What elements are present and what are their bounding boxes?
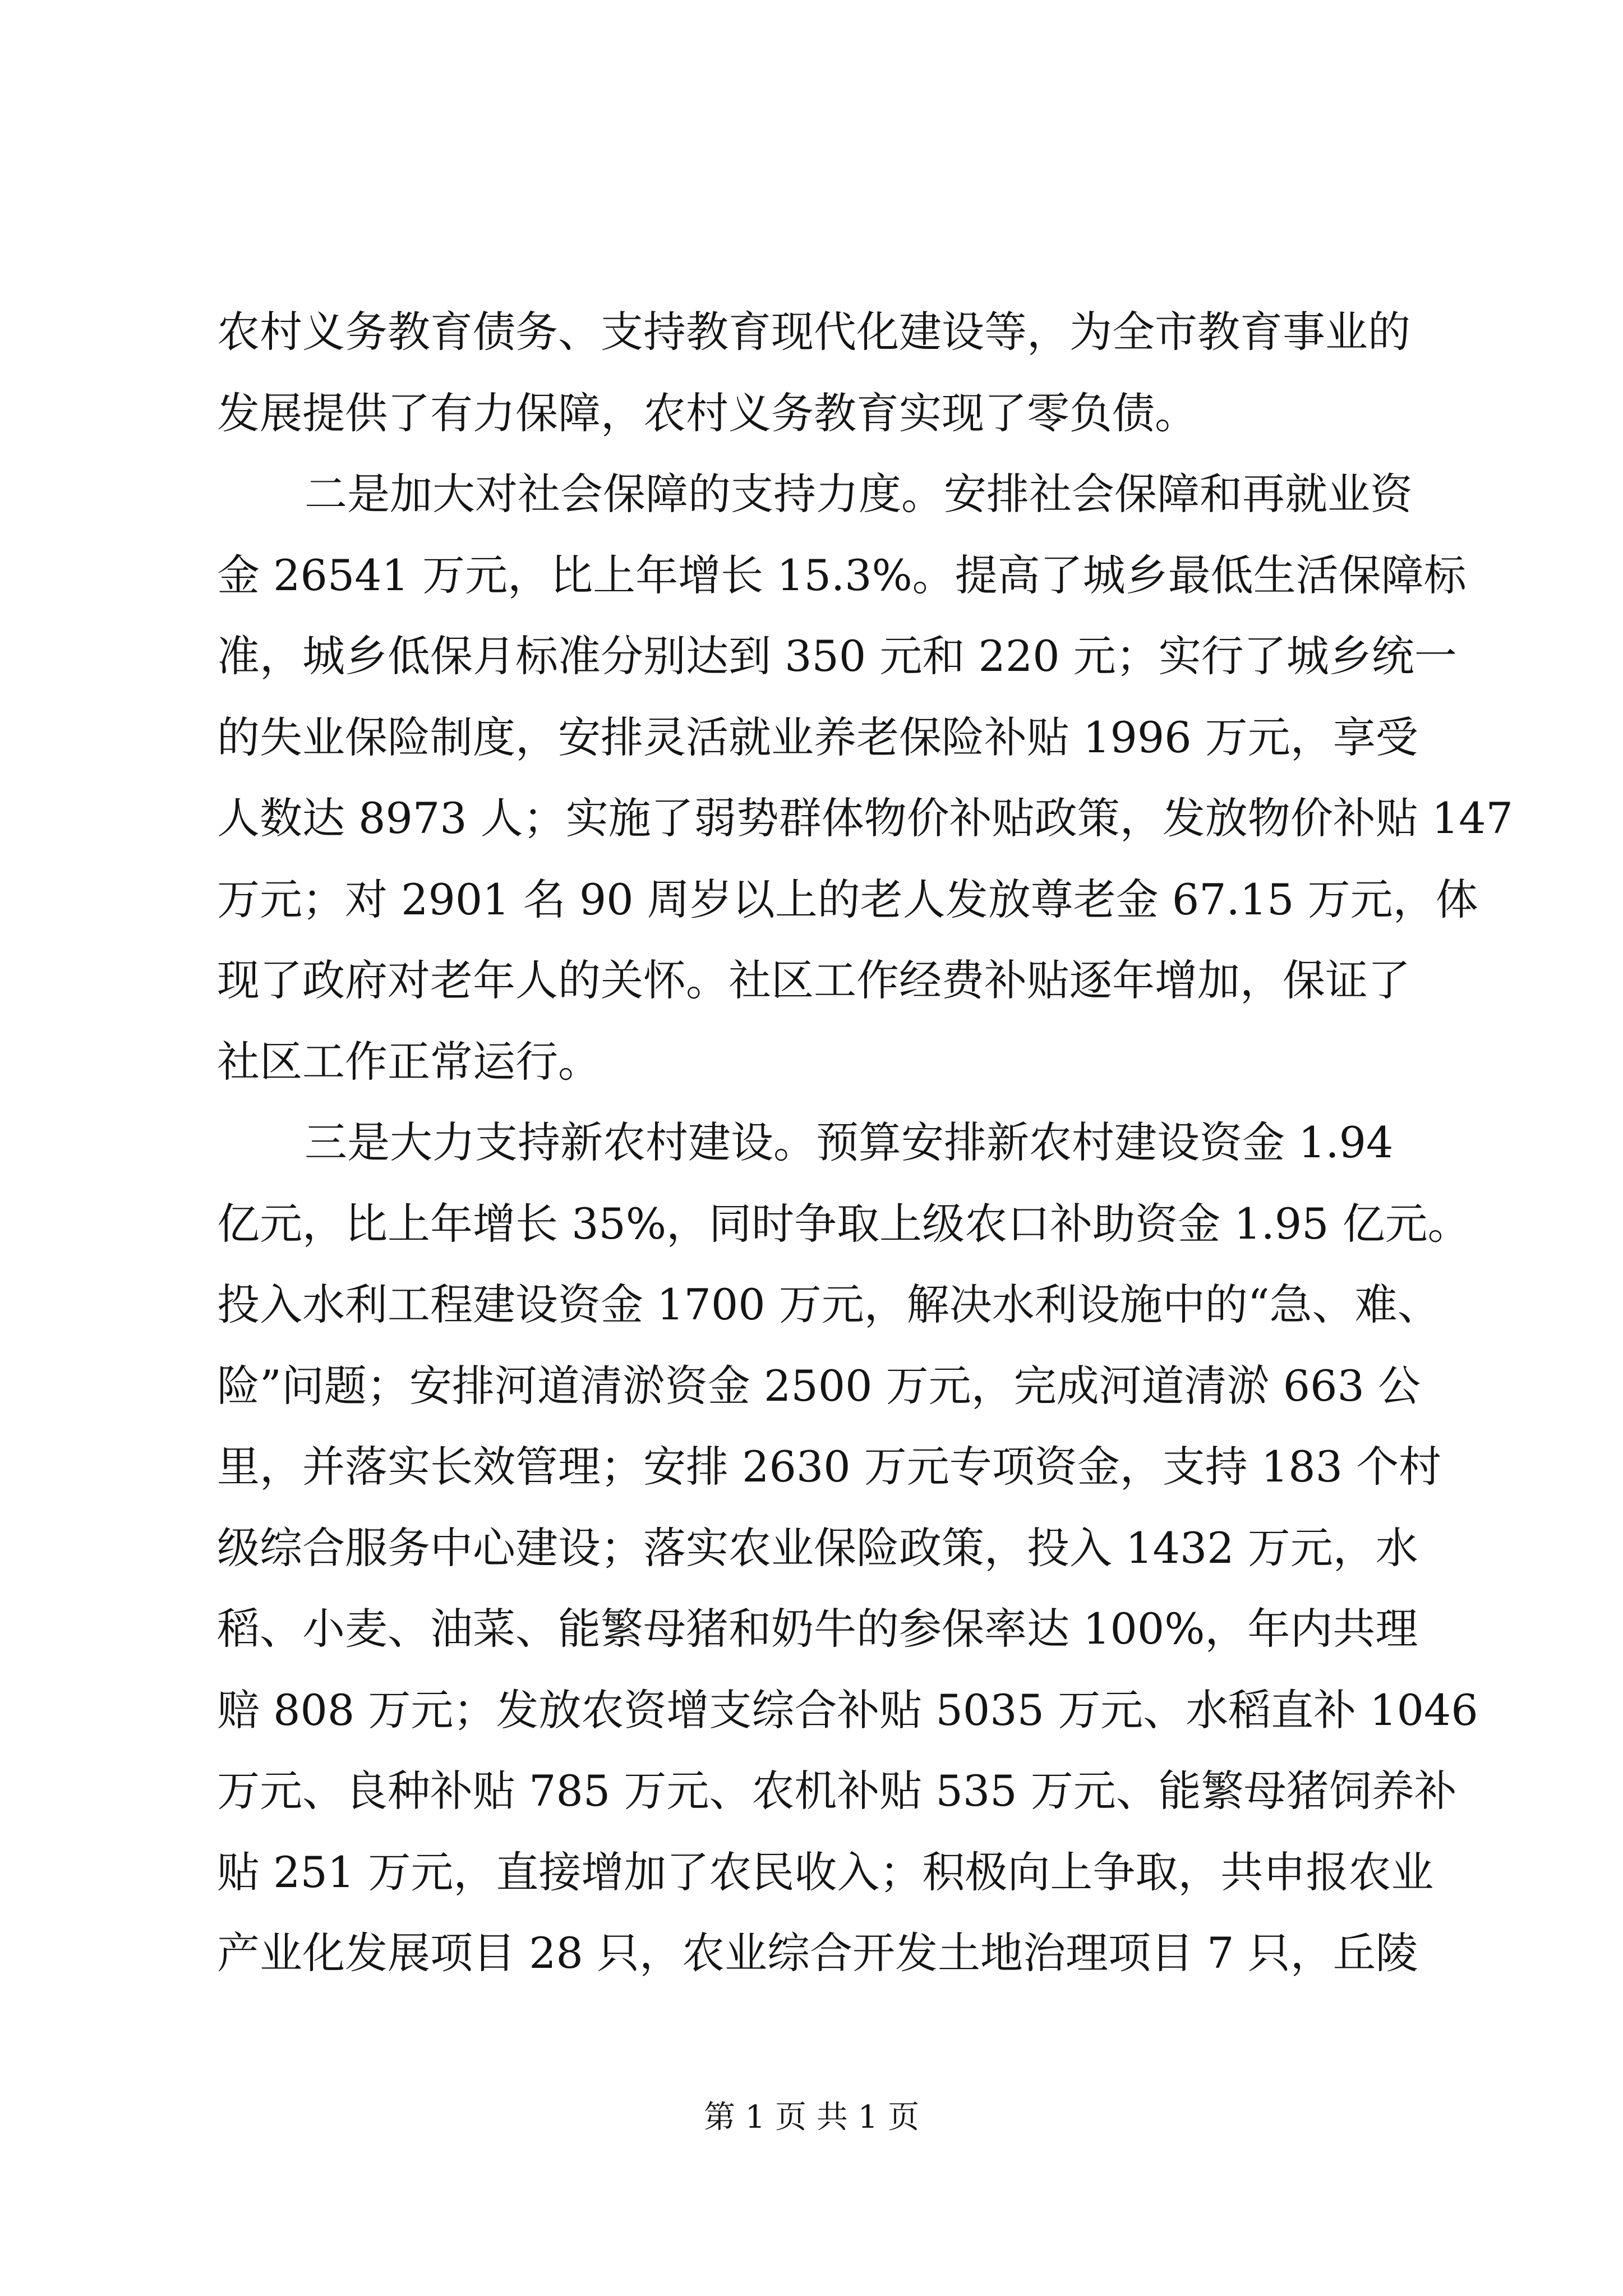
paragraph-start-line: 三是大力支持新农村建设。预算安排新农村建设资金 1.94 bbox=[305, 1117, 1394, 1167]
text-line: 的失业保险制度，安排灵活就业养老保险补贴 1996 万元，享受 bbox=[217, 712, 1418, 762]
text-line: 投入水利工程建设资金 1700 万元，解决水利设施中的“急、难、 bbox=[217, 1280, 1440, 1329]
text-line: 里，并落实长效管理；安排 2630 万元专项资金，支持 183 个村 bbox=[217, 1442, 1442, 1492]
text-line: 级综合服务中心建设；落实农业保险政策，投入 1432 万元，水 bbox=[217, 1522, 1418, 1573]
text-line: 稻、小麦、油菜、能繁母猪和奶牛的参保率达 100%，年内共理 bbox=[217, 1604, 1418, 1654]
text-line: 准，城乡低保月标准分别达到 350 元和 220 元；实行了城乡统一 bbox=[217, 631, 1457, 681]
text-line: 人数达 8973 人；实施了弱势群体物价补贴政策，发放物价补贴 147 bbox=[217, 793, 1513, 843]
text-line: 赔 808 万元；发放农资增支综合补贴 5035 万元、水稻直补 1046 bbox=[217, 1685, 1478, 1735]
body-text bbox=[217, 292, 1513, 1994]
text-line: 现了政府对老年人的关怀。社区工作经费补贴逐年增加，保证了 bbox=[217, 955, 1410, 1005]
text-line: 发展提供了有力保障，农村义务教育实现了零负债。 bbox=[217, 388, 1197, 438]
text-line: 社区工作正常运行。 bbox=[217, 1036, 601, 1087]
text-line: 农村义务教育债务、支持教育现代化建设等，为全市教育事业的 bbox=[217, 307, 1410, 357]
text-line: 贴 251 万元，直接增加了农民收入；积极向上争取，共申报农业 bbox=[217, 1847, 1434, 1897]
paragraph-start-line: 二是加大对社会保障的支持力度。安排社会保障和再就业资 bbox=[305, 469, 1413, 519]
text-line: 险”问题；安排河道清淤资金 2500 万元，完成河道清淤 663 公 bbox=[217, 1360, 1421, 1411]
text-line: 产业化发展项目 28 只，农业综合开发土地治理项目 7 只，丘陵 bbox=[217, 1928, 1418, 1978]
text-line: 亿元，比上年增长 35%，同时争取上级农口补助资金 1.95 亿元。 bbox=[217, 1198, 1470, 1249]
text-line: 万元；对 2901 名 90 周岁以上的老人发放尊老金 67.15 万元，体 bbox=[217, 874, 1478, 924]
text-line: 金 26541 万元，比上年增长 15.3%。提高了城乡最低生活保障标 bbox=[217, 550, 1467, 600]
page-number-footer: 第 1 页 共 1 页 bbox=[703, 2099, 920, 2136]
text-line: 万元、良种补贴 785 万元、农机补贴 535 万元、能繁母猪饲养补 bbox=[217, 1766, 1457, 1816]
